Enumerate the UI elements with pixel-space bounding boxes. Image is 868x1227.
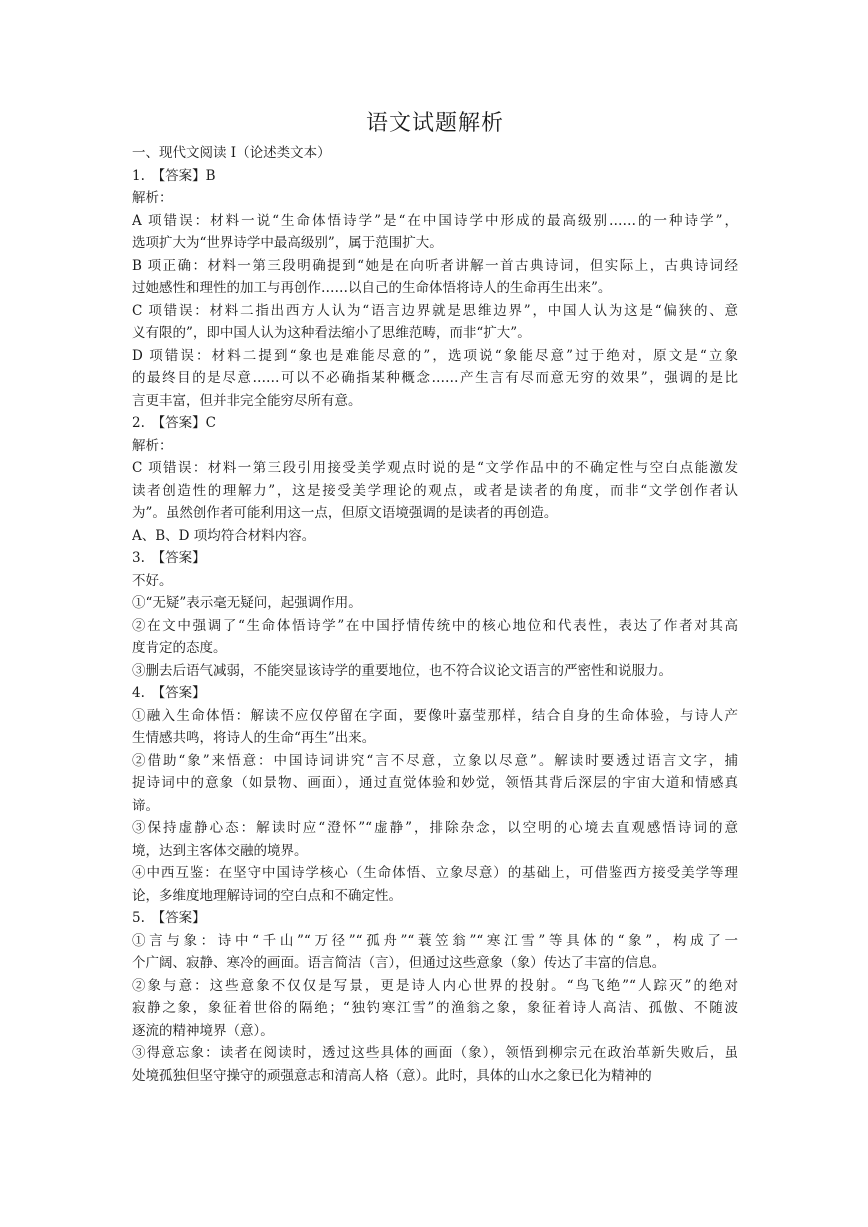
text-line: 处境孤独但坚守操守的顽强意志和清高人格（意）。此时，具体的山水之象已化为精神的	[132, 1067, 652, 1084]
text-line: 4. 【答案】	[132, 685, 206, 701]
text-line: 境，达到主客体交融的境界。	[132, 842, 308, 859]
text-line: 逐流的精神境界（意）。	[132, 1022, 274, 1039]
text-line: 义有限的”，即中国人认为这种看法缩小了思维范畴，而非“扩大”。	[132, 325, 531, 341]
text-line: 解析：	[132, 190, 173, 206]
text-line: 不好。	[132, 572, 173, 589]
text-line: 个广阔、寂静、寒冷的画面。语言简洁（言），但通过这些意象（象）传达了丰富的信息。	[132, 955, 666, 971]
text-line: 2. 【答案】C	[132, 415, 216, 431]
text-line: ③保持虚静心态：解读时应“澄怀”“虚静”，排除杂念，以空明的心境去直观感悟诗词的意	[132, 820, 738, 836]
text-line: 谛。	[132, 797, 159, 814]
text-line: C 项错误：材料二指出西方人认为“语言边界就是思维边界”，中国人认为这是“偏狭的、意	[132, 302, 738, 319]
text-line: ④中西互鉴：在坚守中国诗学核心（生命体悟、立象尽意）的基础上，可借鉴西方接受美学等理	[132, 865, 738, 881]
text-line: ①“无疑”表示毫无疑问，起强调作用。	[132, 595, 362, 611]
text-line: 捉诗词中的意象（如景物、画面），通过直觉体验和妙觉，领悟其背后深层的宇宙大道和情感真	[132, 775, 738, 791]
text-line: 生情感共鸣，将诗人的生命“再生”出来。	[132, 730, 376, 746]
text-line: 5. 【答案】	[132, 910, 206, 926]
text-line: 过她感性和理性的加工与再创作……以自己的生命体悟将诗人的生命再生出来”。	[132, 280, 612, 296]
text-line: 寂静之象，象征着世俗的隔绝；“独钓寒江雪”的渔翁之象，象征着诗人高洁、孤傲、不随波	[132, 1000, 738, 1016]
text-line: C 项错误：材料一第三段引用接受美学观点时说的是“文学作品中的不确定性与空白点能激发	[132, 460, 738, 476]
document-body	[132, 142, 738, 1087]
text-line: ③得意忘象：读者在阅读时，透过这些具体的画面（象），领悟到柳宗元在政治革新失败后，虽	[132, 1045, 738, 1061]
text-line: ②象与意：这些意象不仅仅是写景，更是诗人内心世界的投射。“鸟飞绝”“人踪灭”的绝对	[132, 977, 738, 994]
text-line: 度肯定的态度。	[132, 640, 227, 656]
text-line: 1. 【答案】B	[132, 167, 216, 184]
text-line: ③删去后语气减弱，不能突显该诗学的重要地位，也不符合议论文语言的严密性和说服力。	[132, 662, 672, 679]
text-line: ②在文中强调了“生命体悟诗学”在中国抒情传统中的核心地位和代表性，表达了作者对其高	[132, 617, 738, 634]
text-line: 选项扩大为“世界诗学中最高级别”，属于范围扩大。	[132, 235, 443, 251]
text-line: 3. 【答案】	[132, 550, 206, 566]
page-title: 语文试题解析	[365, 111, 504, 136]
text-line: ②借助“象”来悟意：中国诗词讲究“言不尽意，立象以尽意”。解读时要透过语言文字，捕	[132, 752, 738, 769]
text-line: ①融入生命体悟：解读不应仅停留在字面，要像叶嘉莹那样，结合自身的生命体验，与诗人产	[132, 707, 738, 724]
text-line: ①言与象：诗中“千山”“万径”“孤舟”“蓑笠翁”“寒江雪”等具体的“象”，构成了一	[132, 932, 738, 949]
text-line: 读者创造性的理解力”，这是接受美学理论的观点，或者是读者的角度，而非“文学创作者认	[132, 482, 738, 499]
text-line: 为”。虽然创作者可能利用这一点，但原文语境强调的是读者的再创造。	[132, 505, 558, 521]
text-line: 论，多维度地理解诗词的空白点和不确定性。	[132, 887, 402, 904]
text-line: 的最终目的是尽意……可以不必确指某种概念……产生言有尽而意无穷的效果”，强调的是比	[132, 370, 738, 386]
text-line: 解析：	[132, 437, 173, 454]
text-line: 言更丰富，但并非完全能穷尽所有意。	[132, 392, 362, 409]
text-line: A 项错误：材料一说“生命体悟诗学”是“在中国诗学中形成的最高级别……的一种诗学”，	[132, 212, 738, 229]
text-line: A、B、D 项均符合材料内容。	[132, 527, 316, 544]
text-line: B 项正确：材料一第三段明确提到“她是在向听者讲解一首古典诗词，但实际上，古典诗词经	[132, 257, 738, 274]
text-line: D 项错误：材料二提到“象也是难能尽意的”，选项说“象能尽意”过于绝对，原文是“立象	[132, 347, 738, 364]
text-line: 一、现代文阅读 I（论述类文本）	[132, 145, 331, 161]
